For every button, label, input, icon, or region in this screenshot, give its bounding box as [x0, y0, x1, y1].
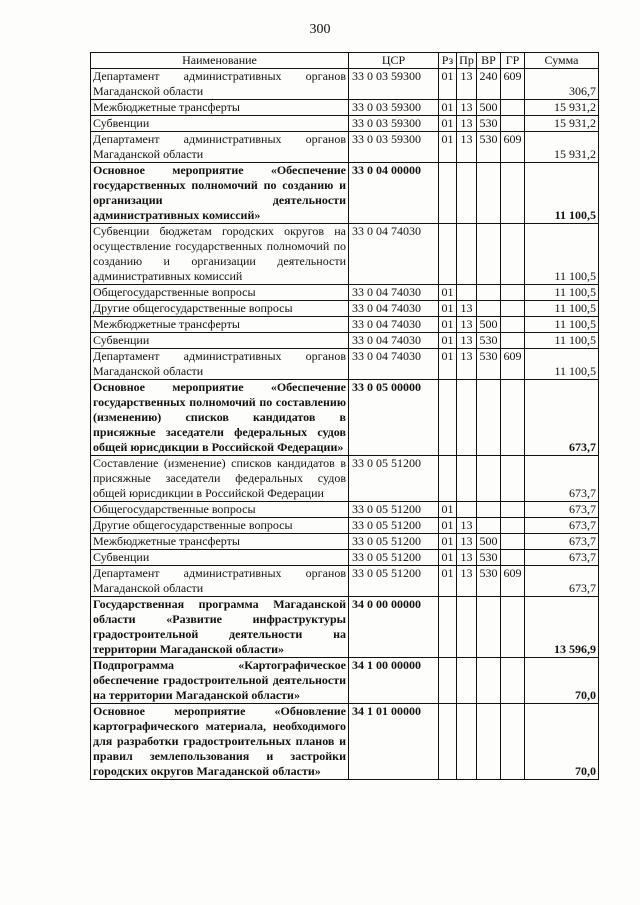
cell-vr: 500	[477, 100, 501, 116]
table-row	[91, 534, 599, 550]
cell-sum: 673,7	[525, 534, 599, 550]
cell-vr	[477, 301, 501, 317]
cell-gr	[501, 658, 525, 704]
cell-name: Субвенции бюджетам городских округов на осуществление государственных полномочий по созданию и организации деятельности административных комиссий	[91, 224, 349, 285]
cell-pr: 13	[457, 518, 477, 534]
cell-pr: 13	[457, 550, 477, 566]
table-row	[91, 502, 599, 518]
cell-name: Составление (изменение) списков кандидатов в присяжные заседатели федеральных судов общей юрисдикции в Российской Федерации	[91, 456, 349, 502]
cell-pr: 13	[457, 566, 477, 597]
cell-sum: 70,0	[525, 658, 599, 704]
header-pr: Пр	[457, 53, 477, 69]
cell-name: Межбюджетные трансферты	[91, 534, 349, 550]
cell-rz	[439, 704, 457, 780]
cell-gr	[501, 224, 525, 285]
cell-name: Межбюджетные трансферты	[91, 100, 349, 116]
cell-sum: 11 100,5	[525, 163, 599, 224]
cell-name: Субвенции	[91, 550, 349, 566]
cell-name: Основное мероприятие «Обеспечение государственных полномочий по составлению (изменению) списков кандидатов в присяжные заседатели федеральных судов общей юрисдикции в Российской Федерации»	[91, 380, 349, 456]
cell-name: Межбюджетные трансферты	[91, 317, 349, 333]
cell-name: Подпрограмма «Картографическое обеспечение градостроительной деятельности на территории Магаданской области»	[91, 658, 349, 704]
cell-gr	[501, 380, 525, 456]
cell-csr: 34 1 01 00000	[349, 704, 439, 780]
cell-gr	[501, 704, 525, 780]
cell-pr: 13	[457, 301, 477, 317]
cell-csr: 33 0 04 74030	[349, 317, 439, 333]
cell-sum: 11 100,5	[525, 301, 599, 317]
header-gr: ГР	[501, 53, 525, 69]
cell-name: Субвенции	[91, 116, 349, 132]
cell-csr: 33 0 05 51200	[349, 518, 439, 534]
cell-vr	[477, 285, 501, 301]
cell-csr: 33 0 05 51200	[349, 566, 439, 597]
table-row	[91, 301, 599, 317]
cell-csr: 33 0 04 00000	[349, 163, 439, 224]
cell-gr	[501, 502, 525, 518]
cell-csr: 33 0 03 59300	[349, 69, 439, 100]
table-row	[91, 380, 599, 456]
table-row	[91, 550, 599, 566]
cell-name: Основное мероприятие «Обеспечение государственных полномочий по созданию и организации деятельности административных комиссий»	[91, 163, 349, 224]
cell-gr: 609	[501, 566, 525, 597]
table-header	[91, 53, 599, 69]
cell-vr: 530	[477, 566, 501, 597]
cell-csr: 33 0 05 51200	[349, 502, 439, 518]
cell-vr	[477, 658, 501, 704]
cell-csr: 33 0 03 59300	[349, 100, 439, 116]
cell-csr: 33 0 04 74030	[349, 301, 439, 317]
cell-sum: 673,7	[525, 518, 599, 534]
cell-pr: 13	[457, 317, 477, 333]
cell-gr	[501, 456, 525, 502]
cell-rz	[439, 456, 457, 502]
cell-rz	[439, 658, 457, 704]
cell-pr: 13	[457, 132, 477, 163]
cell-csr: 33 0 05 51200	[349, 456, 439, 502]
cell-sum: 13 596,9	[525, 597, 599, 658]
cell-vr	[477, 518, 501, 534]
cell-gr	[501, 285, 525, 301]
cell-gr	[501, 100, 525, 116]
cell-name: Общегосударственные вопросы	[91, 285, 349, 301]
cell-vr: 530	[477, 349, 501, 380]
cell-csr: 34 1 00 00000	[349, 658, 439, 704]
cell-rz: 01	[439, 132, 457, 163]
table-row	[91, 285, 599, 301]
table-row	[91, 658, 599, 704]
cell-rz: 01	[439, 333, 457, 349]
header-vr: ВР	[477, 53, 501, 69]
cell-sum: 15 931,2	[525, 132, 599, 163]
header-rz: Рз	[439, 53, 457, 69]
cell-rz: 01	[439, 534, 457, 550]
cell-csr: 33 0 05 51200	[349, 534, 439, 550]
cell-rz	[439, 224, 457, 285]
cell-name: Государственная программа Магаданской области «Развитие инфраструктуры градостроительной деятельности на территории Магаданской области»	[91, 597, 349, 658]
cell-vr: 500	[477, 534, 501, 550]
cell-vr: 500	[477, 317, 501, 333]
cell-gr: 609	[501, 349, 525, 380]
cell-rz	[439, 597, 457, 658]
table-row	[91, 100, 599, 116]
cell-gr	[501, 550, 525, 566]
cell-vr: 530	[477, 132, 501, 163]
cell-sum: 673,7	[525, 456, 599, 502]
cell-sum: 15 931,2	[525, 116, 599, 132]
table-row	[91, 69, 599, 100]
cell-vr	[477, 502, 501, 518]
cell-gr	[501, 597, 525, 658]
cell-rz: 01	[439, 301, 457, 317]
table-row	[91, 163, 599, 224]
cell-gr	[501, 518, 525, 534]
cell-rz: 01	[439, 550, 457, 566]
table-row	[91, 518, 599, 534]
cell-csr: 33 0 05 51200	[349, 550, 439, 566]
cell-vr: 530	[477, 333, 501, 349]
cell-sum: 15 931,2	[525, 100, 599, 116]
cell-gr	[501, 116, 525, 132]
cell-name: Департамент административных органов Магаданской области	[91, 349, 349, 380]
cell-rz: 01	[439, 518, 457, 534]
cell-sum: 11 100,5	[525, 349, 599, 380]
cell-vr	[477, 597, 501, 658]
cell-sum: 673,7	[525, 550, 599, 566]
table-row	[91, 566, 599, 597]
cell-pr	[457, 224, 477, 285]
cell-name: Основное мероприятие «Обновление картографического материала, необходимого для разработки градостроительных планов и правил землепользования и застройки городских округов Магаданской области»	[91, 704, 349, 780]
table-row	[91, 349, 599, 380]
header-name: Наименование	[91, 53, 349, 69]
table-row	[91, 597, 599, 658]
cell-rz: 01	[439, 566, 457, 597]
cell-rz: 01	[439, 116, 457, 132]
page-number: 300	[309, 22, 331, 37]
cell-csr: 33 0 04 74030	[349, 224, 439, 285]
cell-name: Субвенции	[91, 333, 349, 349]
cell-name: Другие общегосударственные вопросы	[91, 301, 349, 317]
cell-sum: 673,7	[525, 502, 599, 518]
cell-csr: 33 0 04 74030	[349, 349, 439, 380]
cell-csr: 33 0 04 74030	[349, 285, 439, 301]
cell-gr	[501, 333, 525, 349]
cell-vr	[477, 224, 501, 285]
cell-vr: 530	[477, 550, 501, 566]
cell-pr	[457, 658, 477, 704]
cell-vr: 240	[477, 69, 501, 100]
cell-gr: 609	[501, 69, 525, 100]
header-csr: ЦСР	[349, 53, 439, 69]
cell-vr: 530	[477, 116, 501, 132]
cell-gr	[501, 301, 525, 317]
cell-pr: 13	[457, 100, 477, 116]
table-row	[91, 704, 599, 780]
cell-csr: 34 0 00 00000	[349, 597, 439, 658]
cell-pr	[457, 502, 477, 518]
cell-sum: 673,7	[525, 566, 599, 597]
cell-gr	[501, 534, 525, 550]
cell-vr	[477, 704, 501, 780]
cell-pr: 13	[457, 349, 477, 380]
cell-name: Общегосударственные вопросы	[91, 502, 349, 518]
cell-rz: 01	[439, 100, 457, 116]
cell-pr	[457, 285, 477, 301]
cell-pr: 13	[457, 69, 477, 100]
cell-gr	[501, 163, 525, 224]
cell-name: Департамент административных органов Магаданской области	[91, 69, 349, 100]
table-row	[91, 317, 599, 333]
table-row	[91, 456, 599, 502]
header-sum: Сумма	[525, 53, 599, 69]
cell-pr: 13	[457, 116, 477, 132]
cell-rz	[439, 380, 457, 456]
cell-vr	[477, 456, 501, 502]
cell-sum: 306,7	[525, 69, 599, 100]
cell-sum: 11 100,5	[525, 224, 599, 285]
cell-csr: 33 0 05 00000	[349, 380, 439, 456]
cell-pr	[457, 597, 477, 658]
cell-csr: 33 0 03 59300	[349, 116, 439, 132]
cell-rz: 01	[439, 69, 457, 100]
cell-pr	[457, 456, 477, 502]
cell-gr	[501, 317, 525, 333]
cell-name: Другие общегосударственные вопросы	[91, 518, 349, 534]
cell-pr	[457, 380, 477, 456]
cell-gr: 609	[501, 132, 525, 163]
cell-rz: 01	[439, 317, 457, 333]
cell-sum: 11 100,5	[525, 333, 599, 349]
cell-csr: 33 0 04 74030	[349, 333, 439, 349]
cell-sum: 673,7	[525, 380, 599, 456]
cell-rz: 01	[439, 349, 457, 380]
table-row	[91, 116, 599, 132]
cell-vr	[477, 380, 501, 456]
cell-pr: 13	[457, 333, 477, 349]
cell-rz	[439, 163, 457, 224]
cell-pr: 13	[457, 534, 477, 550]
cell-sum: 11 100,5	[525, 317, 599, 333]
cell-pr	[457, 704, 477, 780]
cell-rz: 01	[439, 502, 457, 518]
cell-name: Департамент административных органов Магаданской области	[91, 566, 349, 597]
cell-sum: 11 100,5	[525, 285, 599, 301]
table-row	[91, 333, 599, 349]
header-row	[91, 53, 599, 69]
cell-pr	[457, 163, 477, 224]
cell-vr	[477, 163, 501, 224]
table-row	[91, 224, 599, 285]
budget-table	[90, 52, 599, 780]
table-body	[91, 69, 599, 780]
cell-sum: 70,0	[525, 704, 599, 780]
cell-csr: 33 0 03 59300	[349, 132, 439, 163]
table-row	[91, 132, 599, 163]
cell-name: Департамент административных органов Магаданской области	[91, 132, 349, 163]
cell-rz: 01	[439, 285, 457, 301]
